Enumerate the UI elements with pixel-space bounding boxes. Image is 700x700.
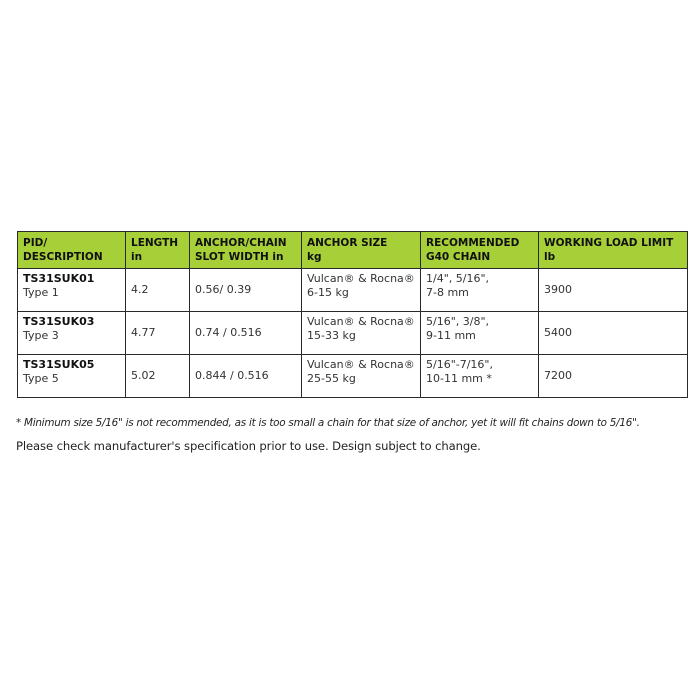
header-working-load-limit: WORKING LOAD LIMIT lb [539, 232, 688, 269]
table-row [18, 269, 688, 312]
chain-cell: 1/4", 5/16", 7-8 mm [421, 269, 539, 312]
wll-cell: 3900 [539, 269, 688, 312]
header-pid-description: PID/ DESCRIPTION [18, 232, 126, 269]
anchor-size-cell: Vulcan® & Rocna® 15-33 kg [302, 312, 421, 355]
table-row [18, 355, 688, 398]
product-type: Type 5 [23, 372, 59, 385]
slot-width-cell: 0.56/ 0.39 [190, 269, 302, 312]
anchor-size-cell: Vulcan® & Rocna® 25-55 kg [302, 355, 421, 398]
header-anchor-size: ANCHOR SIZE kg [302, 232, 421, 269]
table-header-row [18, 232, 688, 269]
slot-width-cell: 0.844 / 0.516 [190, 355, 302, 398]
product-id: TS31SUK03 [23, 315, 95, 328]
pid-cell [18, 269, 126, 312]
product-type: Type 3 [23, 329, 59, 342]
chain-cell: 5/16"-7/16", 10-11 mm * [421, 355, 539, 398]
product-id: TS31SUK01 [23, 272, 95, 285]
product-type: Type 1 [23, 286, 59, 299]
specification-table [17, 231, 688, 398]
table-row [18, 312, 688, 355]
length-cell: 5.02 [126, 355, 190, 398]
header-slot-width: ANCHOR/CHAIN SLOT WIDTH in [190, 232, 302, 269]
pid-cell [18, 312, 126, 355]
pid-cell [18, 355, 126, 398]
length-cell: 4.2 [126, 269, 190, 312]
header-recommended-chain: RECOMMENDED G40 CHAIN [421, 232, 539, 269]
footnote-text: * Minimum size 5/16" is not recommended, as it is too small a chain for that size of anchor, yet it will fit chains down to 5/16". [16, 417, 640, 429]
product-id: TS31SUK05 [23, 358, 95, 371]
anchor-size-cell: Vulcan® & Rocna® 6-15 kg [302, 269, 421, 312]
slot-width-cell: 0.74 / 0.516 [190, 312, 302, 355]
wll-cell: 5400 [539, 312, 688, 355]
wll-cell: 7200 [539, 355, 688, 398]
disclaimer-text: Please check manufacturer's specification prior to use. Design subject to change. [16, 439, 481, 453]
length-cell: 4.77 [126, 312, 190, 355]
chain-cell: 5/16", 3/8", 9-11 mm [421, 312, 539, 355]
header-length: LENGTH in [126, 232, 190, 269]
